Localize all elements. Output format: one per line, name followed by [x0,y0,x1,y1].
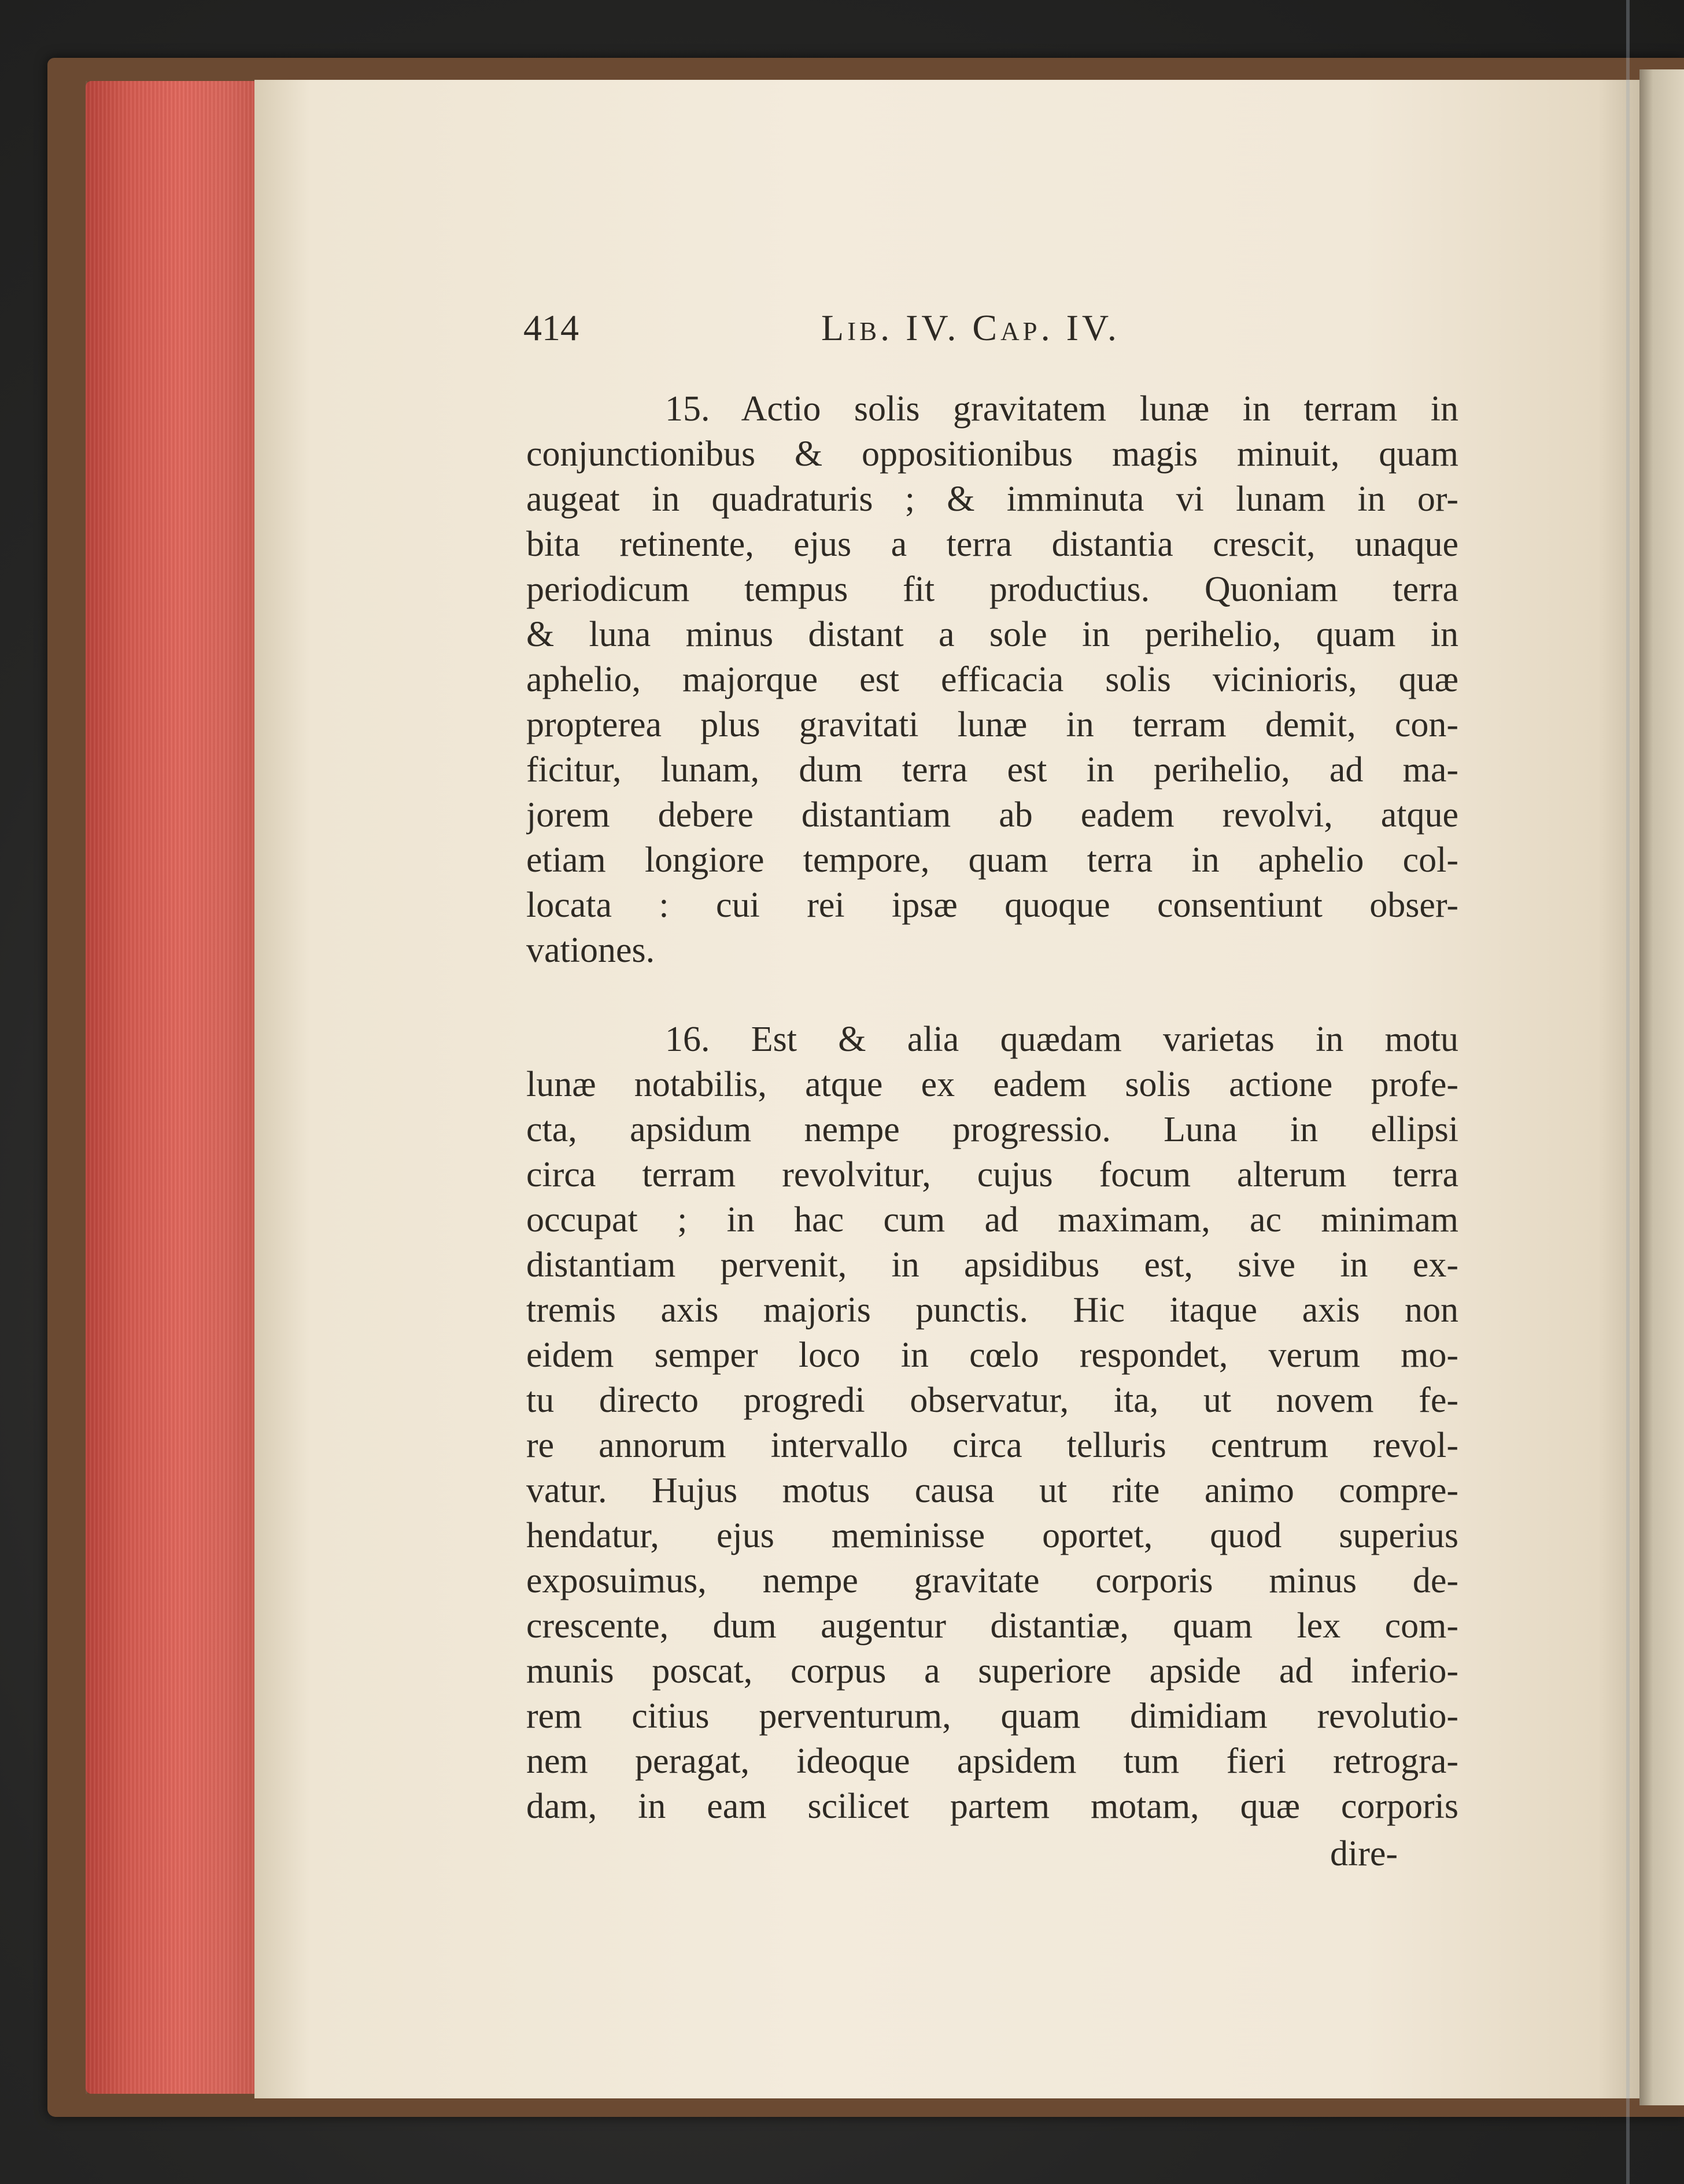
facing-page-edge [1639,69,1684,2105]
paragraph-15-line: etiam longiore tempore, quam terra in aphelio col- [526,840,1458,880]
paragraph-16-line: rem citius perventurum, quam dimidiam revolutio- [526,1696,1458,1736]
page-edges [86,81,259,2094]
paragraph-16-line: crescente, dum augentur distantiæ, quam lex com- [526,1606,1458,1646]
paragraph-16-line: nem peragat, ideoque apsidem tum fieri retrogra- [526,1742,1458,1781]
paragraph-15-line: propterea plus gravitati lunæ in terram demit, con- [526,705,1458,744]
paragraph-15-line: vationes. [526,931,655,970]
paragraph-16-line: lunæ notabilis, atque ex eadem solis actione profe- [526,1065,1458,1104]
glass-plate-edge [1626,0,1630,2184]
paragraph-16-line: distantiam pervenit, in apsidibus est, sive in ex- [526,1245,1458,1285]
catchword: dire- [1330,1834,1398,1873]
paragraph-16-line: exposuimus, nempe gravitate corporis minus de- [526,1561,1458,1600]
paragraph-16-line: munis poscat, corpus a superiore apside ad inferio- [526,1651,1458,1691]
paragraph-16-line: hendatur, ejus meminisse oportet, quod superius [526,1516,1458,1555]
paragraph-16-line: occupat ; in hac cum ad maximam, ac minimam [526,1200,1458,1239]
running-title: Lib. IV. Cap. IV. [821,307,1120,348]
paragraph-16-line: 16. Est & alia quædam varietas in motu [665,1020,1458,1059]
paragraph-16-line: cta, apsidum nempe progressio. Luna in ellipsi [526,1110,1458,1149]
paragraph-16-line: dam, in eam scilicet partem motam, quæ corporis [526,1787,1458,1826]
paragraph-16-line: eidem semper loco in cœlo respondet, verum mo- [526,1336,1458,1375]
paragraph-16-line: tu directo progredi observatur, ita, ut novem fe- [526,1381,1458,1420]
paragraph-15-line: jorem debere distantiam ab eadem revolvi, atque [526,795,1458,835]
paragraph-15-line: aphelio, majorque est efficacia solis vicinioris, quæ [526,660,1458,699]
paragraph-15-line: 15. Actio solis gravitatem lunæ in terram in [665,389,1458,429]
paragraph-16-line: vatur. Hujus motus causa ut rite animo compre- [526,1471,1458,1510]
paragraph-15-line: augeat in quadraturis ; & imminuta vi lunam in or- [526,479,1458,519]
paragraph-15-line: bita retinente, ejus a terra distantia crescit, unaque [526,525,1458,564]
page-number: 414 [523,307,579,348]
paragraph-15-line: ficitur, lunam, dum terra est in perihelio, ad ma- [526,750,1458,790]
paragraph-15-line: locata : cui rei ipsæ quoque consentiunt obser- [526,886,1458,925]
paragraph-16-line: tremis axis majoris punctis. Hic itaque axis non [526,1290,1458,1330]
paragraph-16-line: circa terram revolvitur, cujus focum alterum terra [526,1155,1458,1194]
paragraph-15-line: & luna minus distant a sole in perihelio, quam in [526,615,1458,654]
paragraph-16-line: re annorum intervallo circa telluris centrum revol- [526,1426,1458,1465]
paragraph-15-line: periodicum tempus fit productius. Quoniam terra [526,570,1458,609]
paragraph-15-line: conjunctionibus & oppositionibus magis minuit, quam [526,434,1458,474]
